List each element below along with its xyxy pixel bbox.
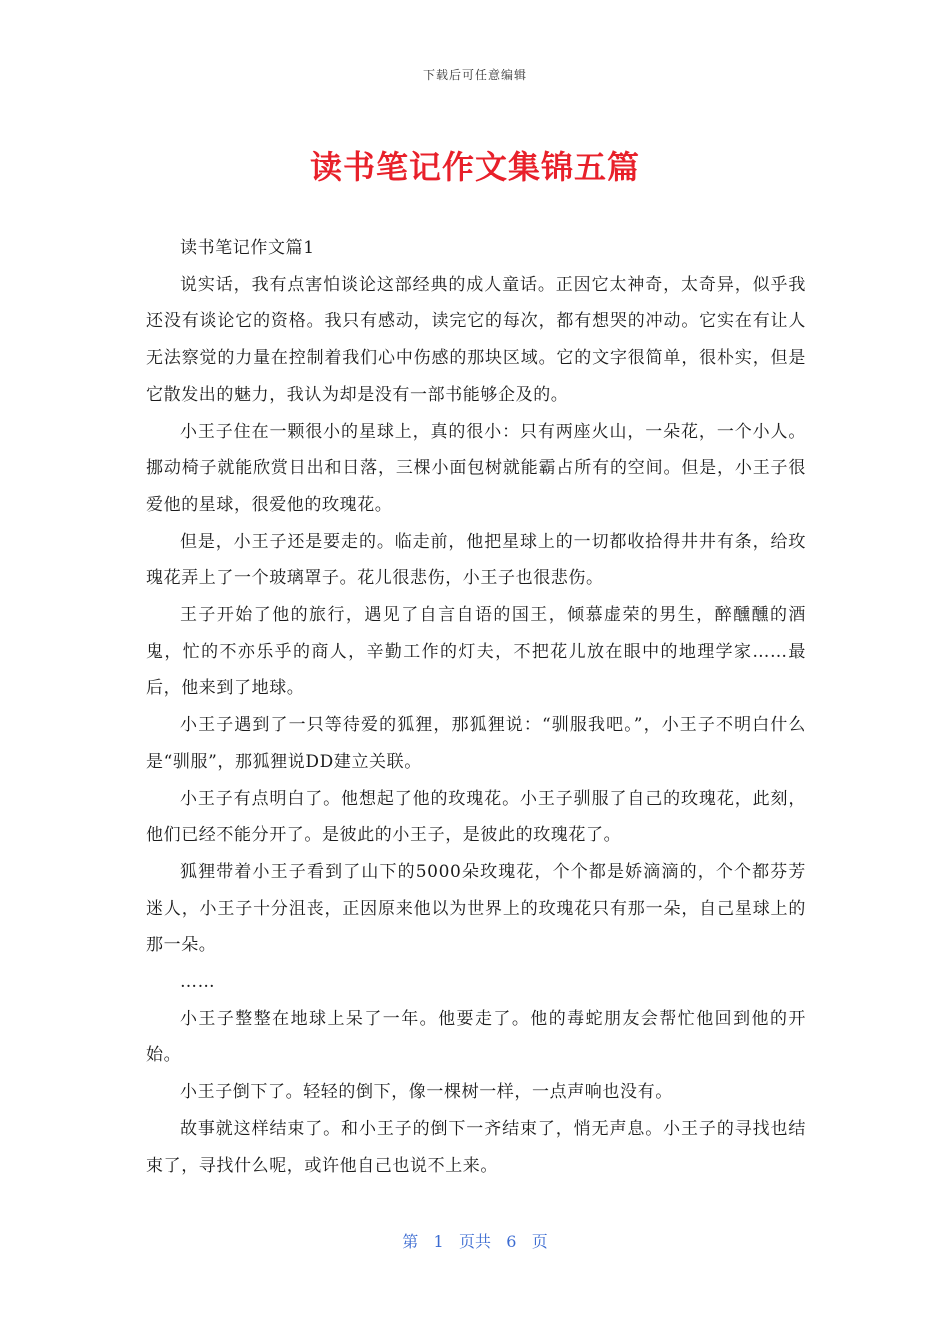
paragraph: 小王子倒下了。轻轻的倒下，像一棵树一样，一点声响也没有。 [180, 1082, 673, 1103]
footer-label-suffix: 页 [531, 1232, 548, 1251]
footer-current-page: 1 [433, 1232, 444, 1251]
paragraph: 故事就这样结束了。和小王子的倒下一齐结束了，悄无声息。小王子的寻找也结束了，寻找什么呢，或许他自己也说不上来。 [146, 1118, 806, 1176]
paragraph: 小王子有点明白了。他想起了他的玫瑰花。小王子驯服了自己的玫瑰花，此刻，他们已经不能分开了。是彼此的小王子，是彼此的玫瑰花了。 [146, 788, 806, 846]
paragraph: 狐狸带着小王子看到了山下的5000朵玫瑰花，个个都是娇滴滴的，个个都芬芳迷人，小王子十分沮丧，正因原来他以为世界上的玫瑰花只有那一朵，自己星球上的那一朵。 [146, 861, 806, 956]
page-footer [0, 1229, 950, 1252]
paragraph: 说实话，我有点害怕谈论这部经典的成人童话。正因它太神奇，太奇异，似乎我还没有谈论它的资格。我只有感动，读完它的每次，都有想哭的冲动。它实在有让人无法察觉的力量在控制着我们心中伤感的那块区域。它的文字很简单，很朴实，但是它散发出的魅力，我认为却是没有一部书能够企及的。 [146, 274, 806, 405]
paragraph: 但是，小王子还是要走的。临走前，他把星球上的一切都收拾得井井有条，给玫瑰花弄上了一个玻璃罩子。花儿很悲伤，小王子也很悲伤。 [146, 531, 806, 589]
document-title: 读书笔记作文集锦五篇 [309, 148, 640, 186]
page-header-note: 下载后可任意编辑 [422, 68, 527, 82]
paragraph: 小王子住在一颗很小的星球上，真的很小：只有两座火山，一朵花，一个小人。挪动椅子就能欣赏日出和日落，三棵小面包树就能霸占所有的空间。但是，小王子很爱他的星球，很爱他的玫瑰花。 [146, 421, 806, 515]
paragraph: 小王子遇到了一只等待爱的狐狸，那狐狸说：“驯服我吧。”，小王子不明白什么是“驯服”，那狐狸说DD建立关联。 [146, 715, 806, 772]
footer-label-prefix: 第 [402, 1232, 419, 1251]
section-heading: 读书笔记作文篇1 [180, 238, 315, 258]
paragraph: 小王子整整在地球上呆了一年。他要走了。他的毒蛇朋友会帮忙他回到他的开始。 [146, 1008, 806, 1066]
document-body [146, 230, 806, 1184]
paragraph: 王子开始了他的旅行，遇见了自言自语的国王，倾慕虚荣的男生，醉醺醺的酒鬼，忙的不亦乐乎的商人，辛勤工作的灯夫，不把花儿放在眼中的地理学家……最后，他来到了地球。 [146, 605, 806, 699]
footer-total-pages: 6 [506, 1232, 517, 1251]
ellipsis-separator: …… [180, 972, 216, 993]
footer-label-middle: 页共 [458, 1232, 491, 1251]
